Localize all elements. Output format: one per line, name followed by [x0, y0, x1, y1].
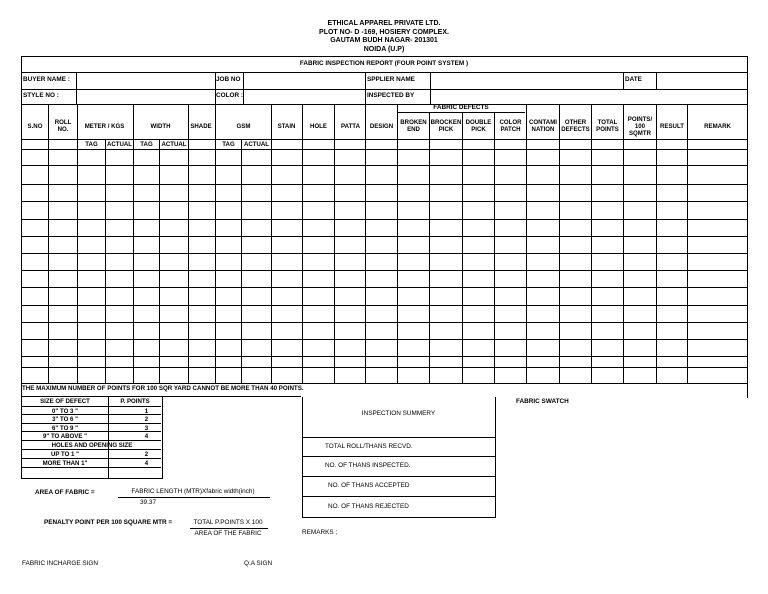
gsm-actual-subheader: ACTUAL: [243, 141, 270, 148]
col-other-defects: OTHER DEFECTS: [561, 119, 590, 133]
grid-vline: [494, 112, 495, 383]
penalty-point-label: PENALTY POINT PER 100 SQUARE MTR =: [44, 519, 173, 526]
defect-size-0-3: 0" TO 3 ": [52, 408, 78, 415]
grid-hline: [21, 165, 747, 166]
max-points-note: THE MAXIMUM NUMBER OF POINTS FOR 100 SQR YARD CANNOT BE MORE THAN 40 POINTS.: [22, 385, 304, 392]
grid-vline: [623, 104, 624, 383]
inspected-by-field[interactable]: [431, 90, 746, 103]
grid-vline: [241, 139, 242, 383]
grid-hline: [21, 236, 747, 237]
grid-vline: [105, 139, 106, 383]
width-tag-subheader: TAG: [140, 141, 153, 148]
grid-vline: [462, 112, 463, 383]
gsm-tag-subheader: TAG: [222, 141, 235, 148]
supplier-name-label: SPPLIER NAME: [367, 76, 415, 83]
meter-actual-subheader: ACTUAL: [106, 141, 133, 148]
style-no-label: STYLE NO :: [23, 92, 59, 99]
area-formula-numerator: FABRIC LENGTH (MTR)Xfabric width(inch): [131, 488, 255, 495]
inspected-by-label: INSPECTED BY: [367, 92, 415, 99]
penalty-formula-fraction-bar: [190, 528, 268, 529]
hole-size-more-than-1: MORE THAN 1": [42, 460, 88, 467]
grid-hline: [21, 270, 747, 271]
style-no-field[interactable]: [77, 90, 214, 103]
grid-vline: [334, 104, 335, 383]
col-meter-kgs: METER / KGS: [84, 122, 125, 130]
col-hole: HOLE: [310, 122, 327, 130]
grid-hline: [21, 201, 747, 202]
company-header: [0, 20, 768, 54]
grid-vline: [77, 104, 78, 383]
summary-thans-accepted: NO. OF THANS ACCEPTED: [328, 482, 410, 489]
width-actual-subheader: ACTUAL: [161, 141, 187, 148]
grid-vline: [429, 112, 430, 383]
company-address-line-2: GAUTAM BUDH NAGAR- 201301: [330, 37, 438, 45]
grid-hline: [21, 367, 747, 368]
buyer-name-field[interactable]: [77, 73, 214, 88]
col-result: RESULT: [660, 122, 684, 130]
fabric-defects-label: FABRIC DEFECTS: [433, 104, 489, 111]
col-gsm: GSM: [236, 122, 251, 130]
company-name: ETHICAL APPAREL PRIVATE LTD.: [327, 20, 441, 27]
defect-points-9-above: 4: [144, 433, 149, 440]
date-label: DATE: [625, 76, 642, 83]
col-double-pick: DOUBLE PICK: [465, 119, 492, 133]
defect-points-0-3: 1: [144, 408, 149, 415]
fabric-incharge-sign: FABRIC INCHARGE SIGN: [22, 560, 98, 567]
hole-points-up-to-1: 2: [144, 451, 149, 458]
report-title: FABRIC INSPECTION REPORT (FOUR POINT SYSTEM ): [299, 60, 469, 67]
grid-vline: [133, 104, 134, 383]
grid-vline: [159, 139, 160, 383]
penalty-formula-denominator: AREA OF THE FABRIC: [194, 530, 262, 537]
penalty-formula-numerator: TOTAL P.POINTS X 100: [193, 519, 263, 526]
penalty-points-header: P. POINTS: [120, 398, 150, 405]
grid-hline: [21, 305, 747, 306]
hole-points-more-than-1: 4: [144, 460, 149, 467]
col-patta: PATTA: [341, 122, 360, 130]
col-width: WIDTH: [150, 122, 171, 130]
col-shade: SHADE: [190, 122, 212, 130]
hole-size-up-to-1: UP TO 1 ": [50, 451, 80, 458]
grid-hline: [21, 219, 747, 220]
area-formula-fraction-bar: [118, 497, 270, 498]
col-sno: S.NO: [27, 122, 43, 130]
job-no-label: JOB NO :: [216, 76, 245, 83]
col-color-patch: COLOR PATCH: [499, 119, 522, 133]
company-address-line-1: PLOT NO- D -169, HOSIERY COMPLEX.: [319, 28, 449, 36]
qa-sign: Q.A SIGN: [244, 560, 273, 567]
supplier-name-field[interactable]: [431, 73, 622, 88]
defect-size-6-9: 6" TO 9 ": [52, 425, 78, 432]
grid-vline: [271, 104, 272, 383]
color-field[interactable]: [244, 90, 364, 103]
remarks-label: REMARKS ;: [302, 529, 338, 536]
col-contamination: CONTAMI NATION: [529, 119, 557, 133]
grid-vline: [215, 104, 216, 383]
defect-points-6-9: 3: [144, 425, 149, 432]
grid-vline: [302, 104, 303, 383]
col-total-points: TOTAL POINTS: [596, 119, 619, 133]
col-broken-end: BROKEN END: [400, 119, 427, 133]
defect-points-3-6: 2: [144, 416, 149, 423]
grid-vline: [559, 104, 560, 383]
inspection-summary-title: INSPECTION SUMMERY: [361, 410, 436, 417]
area-formula-denominator: 39.37: [140, 499, 156, 506]
fabric-swatch-label: FABRIC SWATCH: [516, 398, 569, 405]
company-address-line-3: NOIDA (U.P): [363, 45, 405, 53]
col-roll-no: ROLL NO.: [54, 119, 72, 133]
grid-vline: [397, 104, 398, 383]
grid-vline: [188, 104, 189, 383]
grid-hline: [21, 339, 747, 340]
color-label: COLOR :: [216, 92, 243, 99]
summary-thans-inspected: NO. OF THANS INSPECTED.: [325, 462, 411, 469]
grid-hline: [21, 184, 747, 185]
grid-hline: [21, 356, 747, 357]
size-of-defect-header: SIZE OF DEFECT: [40, 398, 90, 405]
col-stain: STAIN: [277, 122, 296, 130]
grid-hline: [21, 287, 747, 288]
grid-vline: [48, 104, 49, 383]
col-remark: REMARK: [704, 122, 731, 130]
date-field[interactable]: [657, 73, 746, 88]
summary-total-roll-recvd: TOTAL ROLL/THANS RECVD.: [325, 443, 413, 450]
col-points-per-100-sqmtr: POINTS/ 100 SQMTR: [627, 115, 653, 137]
grid-hline: [21, 383, 747, 384]
job-no-field[interactable]: [244, 73, 364, 88]
grid-vline: [687, 104, 688, 383]
area-of-fabric-label: AREA OF FABRIC =: [35, 489, 95, 496]
col-design: DESIGN: [369, 122, 394, 130]
grid-vline: [526, 104, 527, 383]
buyer-name-label: BUYER NAME :: [23, 76, 70, 83]
defect-size-3-6: 3" TO 6 ": [52, 416, 78, 423]
defect-size-9-above: 9" TO ABOVE ": [42, 433, 88, 440]
grid-vline: [591, 104, 592, 383]
summary-thans-rejected: NO. OF THANS REJECTED: [328, 503, 409, 510]
col-brocken-pick: BROCKEN PICK: [430, 119, 462, 133]
grid-hline: [21, 253, 747, 254]
grid-hline: [21, 322, 747, 323]
holes-opening-size-header: HOLES AND OPENING SIZE: [51, 442, 133, 449]
grid-vline: [365, 104, 366, 383]
grid-vline: [656, 104, 657, 383]
meter-tag-subheader: TAG: [85, 141, 98, 148]
